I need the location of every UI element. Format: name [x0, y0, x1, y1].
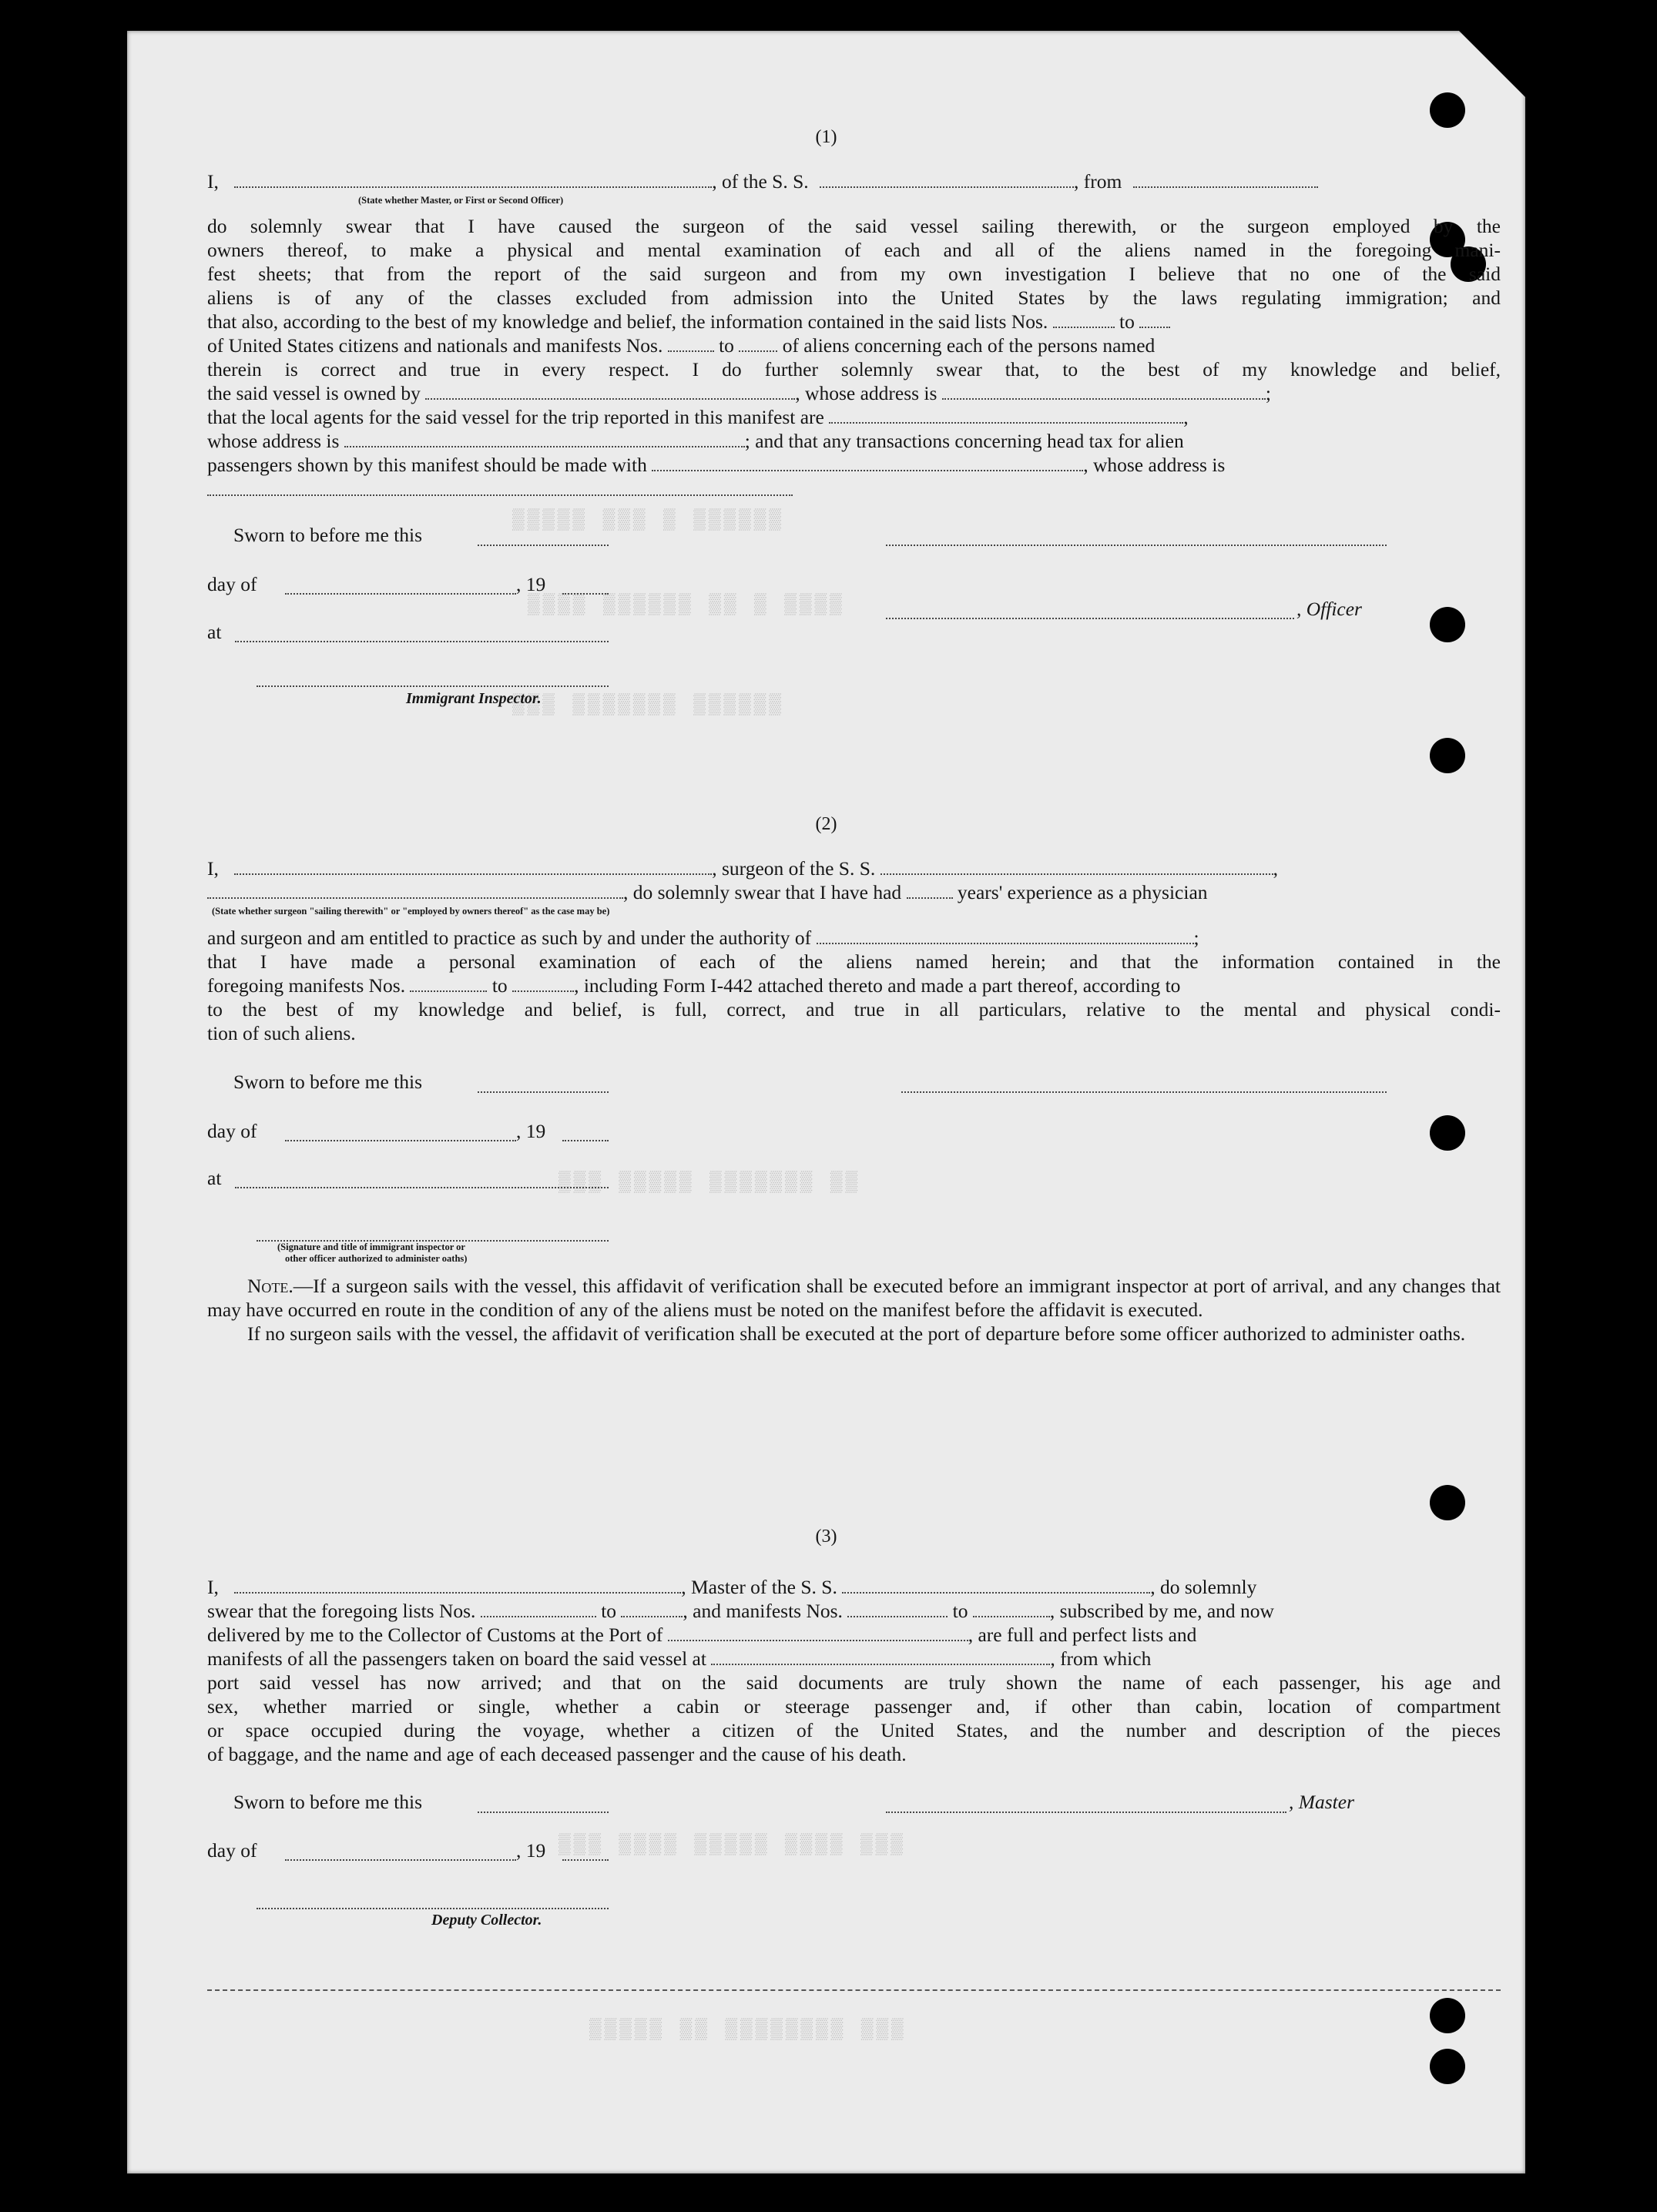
owner-address-field[interactable] [942, 383, 1266, 400]
oath-text-line: that I have made a personal examination of each of the aliens named herein; and that the information contained in the [207, 950, 1501, 973]
section-number: (1) [815, 127, 837, 147]
head-tax-line: passengers shown by this manifest should be made with , whose address is [207, 454, 1226, 476]
deputy-collector-label: Deputy Collector. [431, 1912, 542, 1929]
year-field[interactable] [562, 1858, 609, 1861]
collector-port-field[interactable] [668, 1624, 968, 1641]
officer-name-field[interactable] [234, 171, 712, 188]
bleed-through-text: ▒▒▒ ▒▒▒▒ ▒▒▒▒▒ ▒▒▒▒ ▒▒▒ [558, 1833, 906, 1856]
manifest-affidavit-page [127, 31, 1525, 2173]
year-field[interactable] [562, 592, 609, 595]
oath-text-line: or space occupied during the voyage, whether a citizen of the United States, and the number and description of the pieces [207, 1719, 1501, 1741]
surgeon-caption: (State whether surgeon "sailing therewith" or "employed by owners thereof" as the case may be) [212, 906, 610, 917]
day-of-month-field[interactable] [285, 592, 516, 595]
day-of-label: day of [207, 1839, 257, 1862]
oath-text-line: of baggage, and the name and age of each deceased passenger and the cause of his death. [207, 1743, 907, 1765]
oath-text-line: to the best of my knowledge and belief, is full, correct, and true in all particulars, relative to the mental and physical condi- [207, 998, 1501, 1021]
master-line: I, , Master of the S. S. , do solemnly [207, 1576, 1257, 1598]
sworn-label: Sworn to before me this [233, 1791, 423, 1813]
agents-address-field[interactable] [344, 431, 745, 447]
day-of-label: day of [207, 573, 257, 595]
surgeon-name-field[interactable] [234, 858, 712, 875]
master-lists-from-field[interactable] [481, 1600, 596, 1617]
port-line: delivered by me to the Collector of Customs at the Port of , are full and perfect lists and [207, 1624, 1197, 1646]
inspector-signature-field[interactable] [257, 684, 609, 687]
day-of-month-field[interactable] [285, 1138, 516, 1141]
bleed-through-text: ▒▒▒▒▒ ▒▒▒ ▒ ▒▒▒▒▒▒ [512, 508, 784, 531]
authority-line: and surgeon and am entitled to practice as such by and under the authority of ; [207, 927, 1199, 949]
oath-text-line: sex, whether married or single, whether a cabin or steerage passenger and, if other than cabin, location of compartment [207, 1695, 1501, 1718]
sworn-label: Sworn to before me this [233, 524, 423, 546]
note-paragraph: If no surgeon sails with the vessel, the affidavit of verification shall be executed at the port of departure before some officer authorized to administer oaths. [247, 1322, 1466, 1345]
bottom-rule [207, 1989, 1501, 1991]
head-tax-party-field[interactable] [652, 454, 1083, 471]
year-field[interactable] [562, 1138, 609, 1141]
sworn-date-field[interactable] [478, 1810, 609, 1813]
signature-caption: (Signature and title of immigrant inspector or [277, 1242, 465, 1252]
year-label: , 19 [516, 1120, 546, 1142]
lists-nos-line: that also, according to the best of my knowledge and belief, the information contained in the said lists Nos. to [207, 310, 1501, 333]
bleed-through-text: ▒▒▒▒▒ ▒▒ ▒▒▒▒▒▒▒▒ ▒▒▒ [589, 2018, 907, 2041]
at-place-field[interactable] [235, 1185, 609, 1188]
bleed-through-text: ▒▒▒ ▒▒▒▒▒ ▒▒▒▒▒▒▒ ▒▒ [558, 1171, 861, 1194]
signature-caption: other officer authorized to administer oaths) [285, 1253, 468, 1264]
surgeon-manifests-from-field[interactable] [410, 975, 487, 992]
officer-signature-extra-line[interactable] [886, 543, 1387, 546]
punch-hole [1430, 1115, 1465, 1151]
punch-hole [1430, 92, 1465, 128]
master-label: , Master [1289, 1791, 1354, 1813]
at-label: at [207, 621, 222, 643]
manifests-from-field[interactable] [668, 335, 714, 352]
boarding-port-field[interactable] [711, 1648, 1050, 1665]
year-label: , 19 [516, 1839, 546, 1862]
at-place-field[interactable] [235, 639, 609, 642]
clipped-corner [1457, 29, 1527, 99]
local-agents-field[interactable] [829, 407, 1183, 424]
boarding-port-line: manifests of all the passengers taken on board the said vessel at , from which [207, 1647, 1152, 1670]
punch-hole [1430, 2049, 1465, 2084]
authority-field[interactable] [817, 927, 1194, 944]
oath-text-line: tion of such aliens. [207, 1022, 356, 1044]
bleed-through-text: ▒▒▒ ▒▒▒▒▒▒▒ ▒▒▒▒▒▒ [512, 693, 784, 716]
section-number: (3) [815, 1527, 837, 1547]
master-name-field[interactable] [234, 1577, 681, 1594]
officer-caption: (State whether Master, or First or Second Officer) [358, 195, 564, 206]
punch-hole [1430, 1485, 1465, 1520]
local-agents-line: that the local agents for the said vessel for the trip reported in this manifest are , [207, 406, 1189, 428]
day-of-month-field[interactable] [285, 1858, 516, 1861]
lists-manifests-line: swear that the foregoing lists Nos. to , and manifests Nos. to , subscribed by me, and now [207, 1600, 1274, 1622]
oath-text-line: do solemnly swear that I have caused the surgeon of the said vessel sailing therewith, or the surgeon employed by the [207, 215, 1501, 237]
head-tax-address-field[interactable] [207, 493, 793, 496]
master-signature-field[interactable] [886, 1810, 1286, 1813]
surgeon-manifests-to-field[interactable] [512, 975, 574, 992]
collector-signature-field[interactable] [257, 1906, 609, 1909]
section-number: (2) [815, 814, 837, 834]
surgeon-status-field[interactable] [207, 882, 623, 899]
vessel-name-field[interactable] [820, 171, 1074, 188]
officer-line: I, , of the S. S. , from [207, 169, 1501, 193]
manifests-to-field[interactable] [739, 335, 777, 352]
sworn-label: Sworn to before me this [233, 1071, 423, 1093]
owned-by-line: the said vessel is owned by , whose address is ; [207, 382, 1271, 404]
note-paragraph: Note.—If a surgeon sails with the vessel, this affidavit of verification shall be executed before an immigrant inspector at port of arrival, and any changes that may have occurred en route in the condition of any of the aliens must be noted on the manifest before the affidavit is executed. [207, 1275, 1501, 1321]
note-block [207, 1274, 1501, 1346]
agents-address-line: whose address is ; and that any transactions concerning head tax for alien [207, 430, 1184, 452]
owner-field[interactable] [425, 383, 795, 400]
note-label: Note. [247, 1275, 293, 1297]
inspector-label: Immigrant Inspector. [406, 690, 542, 707]
manifests-nos-line: of United States citizens and nationals and manifests Nos. to of aliens concerning each of the persons named [207, 334, 1156, 357]
sworn-date-field[interactable] [478, 1090, 609, 1093]
surgeon-vessel-field[interactable] [880, 858, 1273, 875]
from-port-field[interactable] [1133, 171, 1318, 188]
at-label: at [207, 1167, 222, 1189]
punch-hole [1430, 738, 1465, 773]
master-manifests-from-field[interactable] [847, 1600, 948, 1617]
officer-label: , Officer [1296, 598, 1362, 620]
years-experience-field[interactable] [907, 882, 953, 899]
master-lists-to-field[interactable] [621, 1600, 683, 1617]
oath-text-line: aliens is of any of the classes excluded from admission into the United States by the laws regulating immigration; and [207, 287, 1501, 309]
punch-hole [1430, 607, 1465, 642]
oath-text-line: port said vessel has now arrived; and that on the said documents are truly shown the name of each passenger, his age and [207, 1671, 1501, 1694]
oath-text-line: therein is correct and true in every respect. I do further solemnly swear that, to the best of my knowledge and belief, [207, 358, 1501, 380]
year-label: , 19 [516, 573, 546, 595]
surgeon-status-line: , do solemnly swear that I have had years' experience as a physician [207, 880, 1501, 904]
lists-from-field[interactable] [1053, 311, 1115, 328]
bleed-through-text: ▒▒▒▒ ▒▒▒▒▒▒ ▒▒ ▒ ▒▒▒▒ [528, 593, 845, 616]
master-vessel-field[interactable] [842, 1577, 1150, 1594]
sworn-date-field[interactable] [478, 543, 609, 546]
foregoing-manifests-line: foregoing manifests Nos. to , including Form I-442 attached thereto and made a part thereof, according to [207, 974, 1181, 997]
officer-signature-field[interactable] [886, 616, 1294, 619]
master-manifests-to-field[interactable] [973, 1600, 1050, 1617]
surgeon-line: I, , surgeon of the S. S. , [207, 857, 1279, 880]
day-of-label: day of [207, 1120, 257, 1142]
lists-to-field[interactable] [1139, 311, 1170, 328]
surgeon-signature-field[interactable] [901, 1090, 1387, 1093]
punch-hole [1430, 1998, 1465, 2033]
oath-text-line: owners thereof, to make a physical and mental examination of each and all of the aliens named in the foregoing mani- [207, 239, 1501, 261]
oath-text-line: fest sheets; that from the report of the said surgeon and from my own investigation I believe that no one of the said [207, 263, 1501, 285]
